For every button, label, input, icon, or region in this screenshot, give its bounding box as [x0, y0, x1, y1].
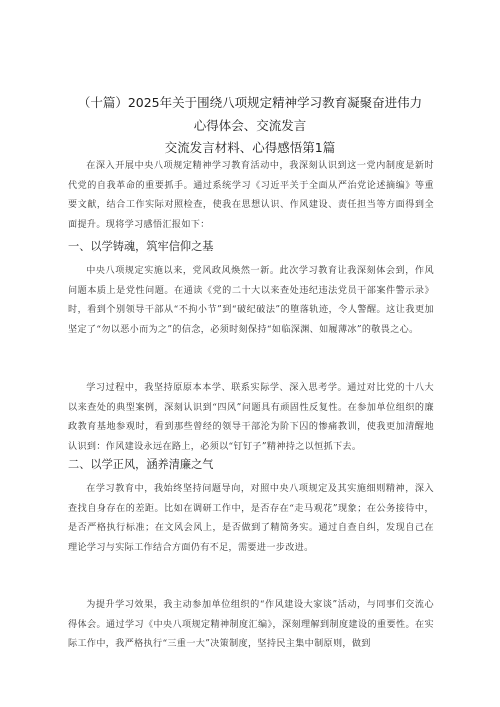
section-heading: 二、以学正风，涵养清廉之气 — [68, 458, 214, 471]
body-paragraph: 学习过程中，我坚持原原本本学、联系实际学、深入思考学。通过对比党的十八大以来查处的典型案例，深刻认识到“四风”问题具有顽固性反复性。在参加单位组织的廉政教育基地参观时，看到那些曾经的领导干部沦为阶下囚的惨痛教训，使我更加清醒地认识到：作风建设永远在路上，必须以“钉钉子”精神持之以恒抓下去。 — [68, 383, 434, 452]
section-heading: 一、以学铸魂，筑牢信仰之基 — [68, 240, 214, 253]
body-paragraph: 为提升学习效果，我主动参加单位组织的“作风建设大家谈”活动，与同事们交流心得体会。通过学习《中央八项规定精神制度汇编》，深刻理解到制度建设的重要性。在实际工作中，我严格执行“三重一大”决策制度，坚持民主集中制原则，做到 — [68, 600, 434, 650]
section-1-para-1-block — [68, 262, 434, 340]
section-1-para-2-block — [68, 379, 434, 457]
body-paragraph: 中央八项规定实施以来，党风政风焕然一新。此次学习教育让我深刻体会到，作风问题本质上是党性问题。在通读《党的二十大以来查处违纪违法党员干部案件警示录》时，看到个别领导干部从“不拘小节”到“破纪破法”的堕落轨迹，令人警醒。这让我更加坚定了“勿以恶小而为之”的信念，必须时刻保持“如临深渊、如履薄冰”的敬畏之心。 — [68, 266, 434, 335]
title-line-1: （十篇）2025年关于围绕八项规定精神学习教育凝聚奋进伟力 — [77, 95, 423, 110]
section-2-para-2-block — [68, 596, 434, 655]
body-paragraph: 在学习教育中，我始终坚持问题导向，对照中央八项规定及其实施细则精神，深入查找自身存在的差距。比如在调研工作中，是否存在“走马观花”现象；在公务接待中，是否严格执行标准；在文风会风上，是否做到了精简务实。通过自查自纠，发现自己在理论学习与实际工作结合方面仍有不足，需要进一步改进。 — [68, 484, 434, 553]
title-line-2: 心得体会、交流发言 — [193, 118, 307, 133]
intro-paragraph: 在深入开展中央八项规定精神学习教育活动中，我深刻认识到这一党内制度是新时代党的自我革命的重要抓手。通过系统学习《习近平关于全面从严治党论述摘编》等重要文献，结合工作实际对照检查，使我在思想认识、作风建设、责任担当等方面得到全面提升。现将学习感悟汇报如下： — [68, 161, 434, 230]
intro-block — [68, 157, 434, 235]
section-2-para-1-block — [68, 480, 434, 558]
title-line-3: 交流发言材料、心得感悟第1篇 — [164, 140, 336, 155]
section-1-heading-block — [68, 238, 434, 256]
section-2-heading-block — [68, 456, 434, 474]
